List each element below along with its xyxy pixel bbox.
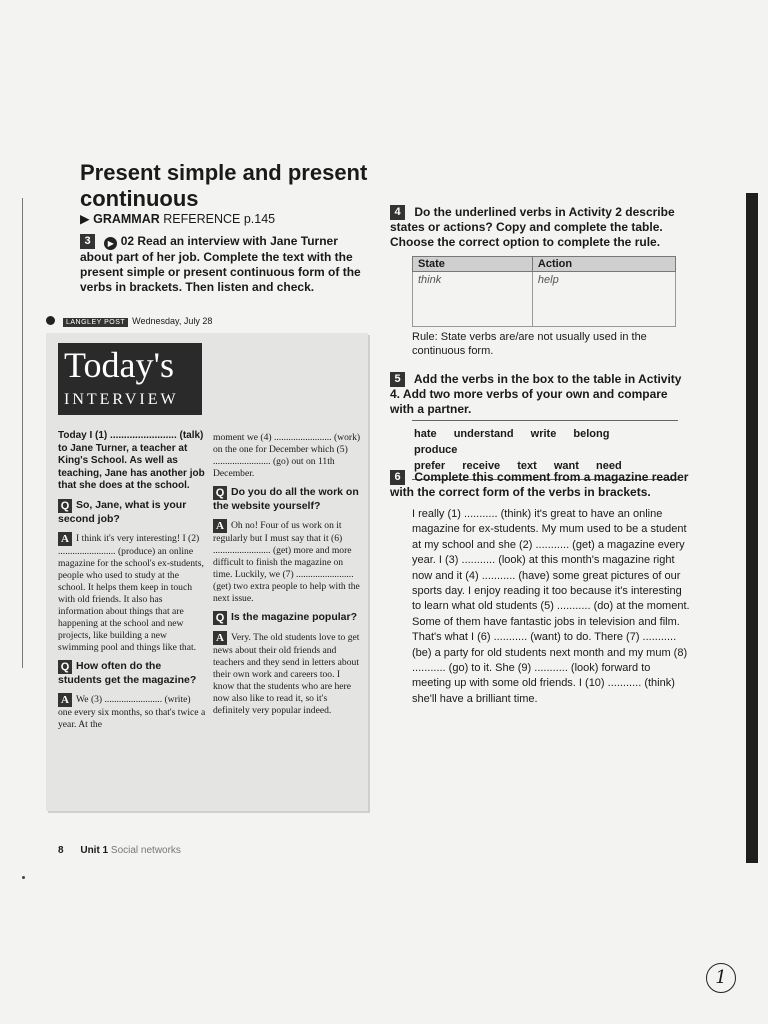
table-cell-state: think bbox=[413, 272, 533, 327]
article-column-left bbox=[58, 430, 206, 737]
question-2: How often do the students get the magazine? bbox=[58, 659, 197, 686]
audio-track: 02 bbox=[120, 234, 135, 248]
banner-title: Today's bbox=[64, 345, 174, 385]
question-1: So, Jane, what is your second job? bbox=[58, 498, 187, 525]
word-item: write bbox=[530, 428, 557, 440]
grammar-label: GRAMMAR bbox=[93, 212, 160, 226]
activity-number: 5 bbox=[390, 372, 405, 387]
answer-1: I think it's very interesting! I (2) ........................ (produce) an online magazine for the school's ex-students, people who used to study at the school. It helps them keep in touch with old friends. It also has information about things that are happening at the school and new projects, like building a new swimming pool and things like that. bbox=[58, 532, 204, 653]
question-icon: Q bbox=[213, 611, 227, 625]
page-edge-bar bbox=[746, 193, 758, 863]
activity-4-instruction bbox=[390, 205, 690, 250]
answer-2-continued: moment we (4) ........................ (work) on the one for December which (5) ........................ (go) out on 11th December. bbox=[213, 432, 361, 479]
page-footer bbox=[58, 845, 181, 856]
activity-6-text: Complete this comment from a magazine reader with the correct form of the verbs in brackets. bbox=[390, 470, 689, 499]
banner-subtitle: INTERVIEW bbox=[64, 391, 179, 408]
newspaper-strip bbox=[46, 316, 246, 330]
answer-icon: A bbox=[213, 631, 227, 645]
activity-number: 4 bbox=[390, 205, 405, 220]
question-icon: Q bbox=[58, 499, 72, 513]
todays-interview-banner bbox=[58, 343, 202, 415]
activity-5-text: Add the verbs in the box to the table in Activity 4. Add two more verbs of your own and compare with a partner. bbox=[390, 372, 682, 416]
word-item: receive bbox=[462, 460, 501, 472]
margin-rule bbox=[22, 198, 23, 668]
word-item: prefer bbox=[414, 460, 446, 472]
table-header-action: Action bbox=[532, 257, 675, 272]
arrow-icon: ▶ bbox=[80, 212, 90, 226]
table-header-state: State bbox=[413, 257, 533, 272]
word-item: produce bbox=[414, 444, 458, 456]
answer-3: Oh no! Four of us work on it regularly but I must say that it (6) ........................ (get) more and more difficult to finish the magazine on time. Luckily, we (7) ........................ (get) two extra people to help with the next issue. bbox=[213, 520, 360, 604]
article-column-right bbox=[213, 432, 363, 723]
question-icon: Q bbox=[213, 486, 227, 500]
activity-number: 3 bbox=[80, 234, 95, 249]
section-title: Present simple and present continuous bbox=[80, 160, 368, 211]
article-intro: Today I (1) ........................ (talk) to Jane Turner, a teacher at King's School. As well as teaching, Jane has another job that she does at the school. bbox=[58, 430, 205, 491]
newspaper-logo: LANGLEY POST bbox=[63, 318, 128, 327]
magazine-comment-text: I really (1) ........... (think) it's great to have an online magazine for ex-students. My mum used to be a student at my school and she (2) ........... (get) a magazine every year. I (3) ........... (look) at this month's magazine right now and it (4) ........... (have) some great pictures of our sports day. I enjoy reading it too because it's interesting to learn what old students (5) ........... (do) at the moment. Some of them have fantastic jobs in television and film. That's what I (6) ........... (want) to do. There (7) ........... (be) a party for old students next month and my mum (8) ........... (go) to it. She (9) ........... (look) forward to meeting up with some old friends. I (10) ........... (think) she'll have a brilliant time. bbox=[412, 508, 690, 705]
activity-4-text: Do the underlined verbs in Activity 2 describe states or actions? Copy and complete the table. Choose the correct option to complete the rule. bbox=[390, 205, 675, 249]
unit-label: Unit 1 bbox=[80, 845, 109, 856]
handwritten-circled-number: 1 bbox=[706, 963, 736, 993]
grammar-reference bbox=[80, 211, 275, 226]
grammar-ref-page: REFERENCE p.145 bbox=[163, 212, 276, 226]
newspaper-date: Wednesday, July 28 bbox=[132, 316, 213, 326]
state-action-table bbox=[412, 256, 676, 327]
word-row bbox=[414, 426, 676, 458]
audio-icon: ▶ bbox=[104, 237, 117, 250]
activity-3-text: Read an interview with Jane Turner about part of her job. Complete the text with the present simple or present continuous form of the verbs in brackets. Then listen and check. bbox=[80, 234, 361, 294]
table-cell-action: help bbox=[532, 272, 675, 327]
page-number: 8 bbox=[58, 845, 64, 856]
question-icon: Q bbox=[58, 660, 72, 674]
question-3: Do you do all the work on the website yourself? bbox=[213, 486, 359, 512]
margin-dot bbox=[22, 876, 25, 879]
answer-icon: A bbox=[213, 519, 227, 533]
word-item: belong bbox=[573, 428, 610, 440]
activity-6-instruction bbox=[390, 470, 695, 500]
rule-text: Rule: State verbs are/are not usually used in the continuous form. bbox=[412, 331, 647, 357]
activity-3-instruction bbox=[80, 234, 370, 295]
unit-topic: Social networks bbox=[110, 845, 181, 856]
word-item: text bbox=[517, 460, 537, 472]
activity-5-instruction bbox=[390, 372, 690, 417]
answer-4: Very. The old students love to get news about their old friends and teachers and they send in letters about their own work and careers too. I know that the students who are here now also like to read it, so it's definitely very popular indeed. bbox=[213, 632, 360, 716]
answer-icon: A bbox=[58, 532, 72, 546]
bullet-icon bbox=[46, 316, 55, 325]
question-4: Is the magazine popular? bbox=[231, 611, 358, 623]
word-item: need bbox=[596, 460, 622, 472]
activity-number: 6 bbox=[390, 470, 405, 485]
answer-icon: A bbox=[58, 693, 72, 707]
word-item: hate bbox=[414, 428, 437, 440]
word-item: want bbox=[553, 460, 579, 472]
word-item: understand bbox=[453, 428, 514, 440]
answer-2: We (3) ........................ (write) one every six months, so that's twice a year. At the bbox=[58, 693, 206, 730]
